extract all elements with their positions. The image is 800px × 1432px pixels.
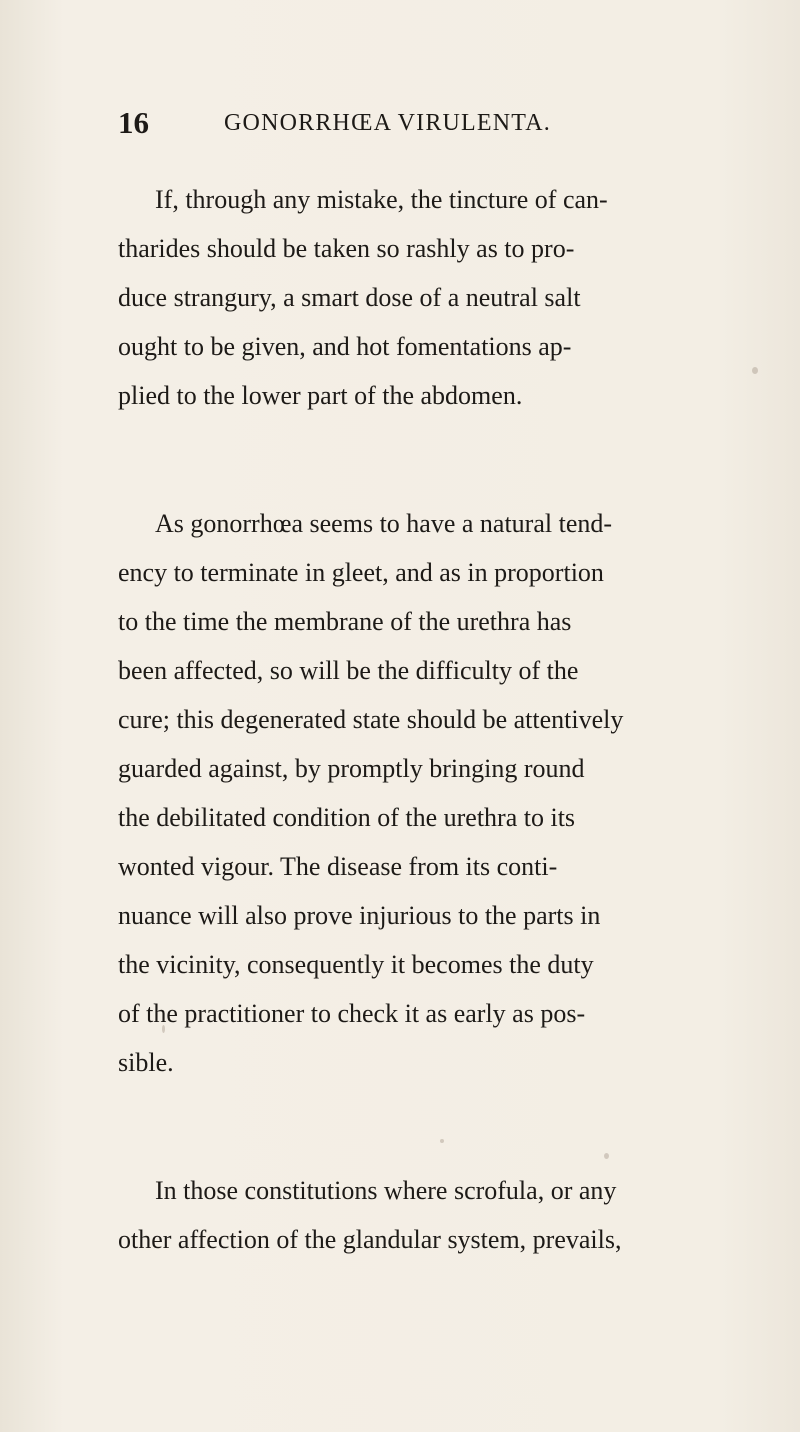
paragraph-cantharides [118,175,778,420]
text-line: nuance will also prove injurious to the parts in [118,901,601,930]
text-line: In those constitutions where scrofula, or any [155,1176,617,1205]
text-line: duce strangury, a smart dose of a neutral salt [118,283,581,312]
text-line: the vicinity, consequently it becomes the duty [118,950,594,979]
running-head [118,105,778,145]
page-number: 16 [118,105,149,140]
paper-speck [440,1139,444,1143]
paper-speck [604,1153,609,1159]
text-line: sible. [118,1048,174,1077]
paragraph-gleet [118,499,778,1087]
text-line: If, through any mistake, the tincture of can- [155,185,608,214]
running-title: GONORRHŒA VIRULENTA. [224,110,551,136]
paragraph-scrofula [118,1166,778,1264]
text-line: to the time the membrane of the urethra has [118,607,572,636]
text-line: ency to terminate in gleet, and as in proportion [118,558,604,587]
text-line: guarded against, by promptly bringing round [118,754,585,783]
text-line: cure; this degenerated state should be attentively [118,705,624,734]
text-line: tharides should be taken so rashly as to pro- [118,234,575,263]
text-line: been affected, so will be the difficulty of the [118,656,579,685]
text-line: ought to be given, and hot fomentations ap- [118,332,572,361]
text-line: of the practitioner to check it as early as pos- [118,999,586,1028]
text-line: other affection of the glandular system, prevails, [118,1225,622,1254]
paper-speck [752,367,758,374]
text-line: the debilitated condition of the urethra to its [118,803,576,832]
text-line: wonted vigour. The disease from its conti- [118,852,558,881]
text-line: plied to the lower part of the abdomen. [118,381,523,410]
paper-speck [162,1025,165,1033]
text-line: As gonorrhœa seems to have a natural tend- [155,509,613,538]
